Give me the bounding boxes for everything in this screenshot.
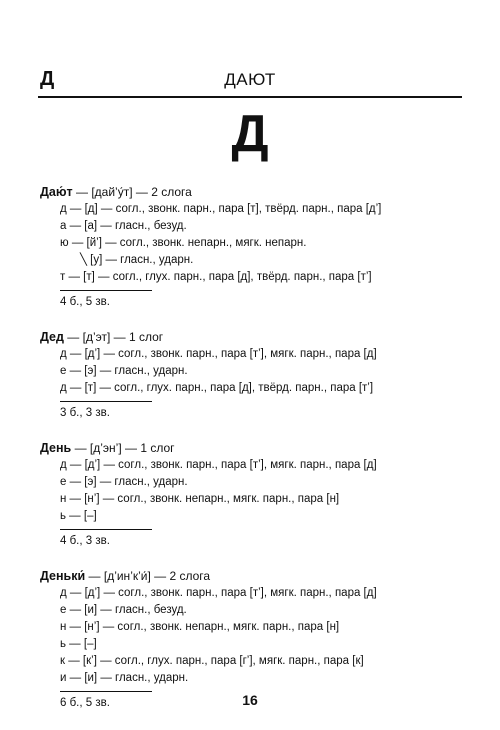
summary-divider	[60, 401, 152, 402]
phonetic-analysis-line: ю — [й’] — согл., звонк. непарн., мягк. непарн.	[60, 237, 307, 249]
summary-divider	[60, 290, 152, 291]
entry-headline	[40, 568, 460, 585]
entry-word: День	[40, 441, 72, 455]
entry-word: Деньки́	[40, 569, 86, 583]
letter-sound-summary: 3 б., 3 зв.	[60, 407, 110, 419]
phonetic-analysis-line: а — [а] — гласн., безуд.	[60, 220, 187, 232]
entry-headline	[40, 184, 460, 201]
header-section-letter: Д	[40, 68, 55, 90]
page-number: 16	[242, 692, 258, 708]
dictionary-entry	[40, 329, 460, 422]
entry-transcription: — [д’ин’к’и́] — 2 слога	[85, 569, 211, 583]
letter-sound-summary: 4 б., 3 зв.	[60, 535, 110, 547]
phonetic-analysis-line: н — [н’] — согл., звонк. непарн., мягк. парн., пара [н]	[60, 493, 340, 505]
phonetic-analysis-line: д — [д’] — согл., звонк. парн., пара [т’], мягк. парн., пара [д]	[60, 348, 377, 360]
dictionary-entries	[40, 184, 460, 730]
dictionary-entry	[40, 568, 460, 712]
phonetic-analysis-line: ╲ [у] — гласн., ударн.	[80, 254, 194, 266]
dictionary-entry	[40, 184, 460, 311]
phonetic-analysis-line: д — [д] — согл., звонк. парн., пара [т], твёрд. парн., пара [д’]	[60, 203, 382, 215]
phonetic-analysis-line: ь — [–]	[60, 510, 97, 522]
entry-transcription: — [дай’у́т] — 2 слога	[72, 185, 192, 199]
phonetic-analysis-line: т — [т] — согл., глух. парн., пара [д], твёрд. парн., пара [т’]	[60, 271, 372, 283]
phonetic-analysis-line: н — [н’] — согл., звонк. непарн., мягк. парн., пара [н]	[60, 621, 340, 633]
phonetic-analysis-line: е — [э] — гласн., ударн.	[60, 365, 188, 377]
entry-transcription: — [д’эн’] — 1 слог	[71, 441, 175, 455]
header-divider	[38, 96, 462, 98]
letter-sound-summary: 4 б., 5 зв.	[60, 296, 110, 308]
phonetic-analysis-line: д — [т] — согл., глух. парн., пара [д], твёрд. парн., пара [т’]	[60, 382, 374, 394]
entry-word: Даю́т	[40, 185, 73, 199]
entry-transcription: — [д’эт] — 1 слог	[63, 330, 164, 344]
phonetic-analysis-line: д — [д’] — согл., звонк. парн., пара [т’], мягк. парн., пара [д]	[60, 459, 377, 471]
header-running-title: ДАЮТ	[224, 70, 276, 89]
phonetic-analysis-line: е — [и] — гласн., безуд.	[60, 604, 187, 616]
summary-divider	[60, 529, 152, 530]
phonetic-analysis-line: и — [и] — гласн., ударн.	[60, 672, 189, 684]
section-letter-heading: Д	[231, 105, 269, 163]
entry-word: Дед	[40, 330, 64, 344]
letter-sound-summary: 6 б., 5 зв.	[60, 697, 110, 709]
phonetic-analysis-line: д — [д’] — согл., звонк. парн., пара [т’], мягк. парн., пара [д]	[60, 587, 377, 599]
phonetic-analysis-line: е — [э] — гласн., ударн.	[60, 476, 188, 488]
phonetic-analysis-line: к — [к’] — согл., глух. парн., пара [г’], мягк. парн., пара [к]	[60, 655, 364, 667]
entry-headline	[40, 329, 460, 346]
phonetic-analysis-line: ь — [–]	[60, 638, 97, 650]
dictionary-entry	[40, 440, 460, 550]
entry-headline	[40, 440, 460, 457]
